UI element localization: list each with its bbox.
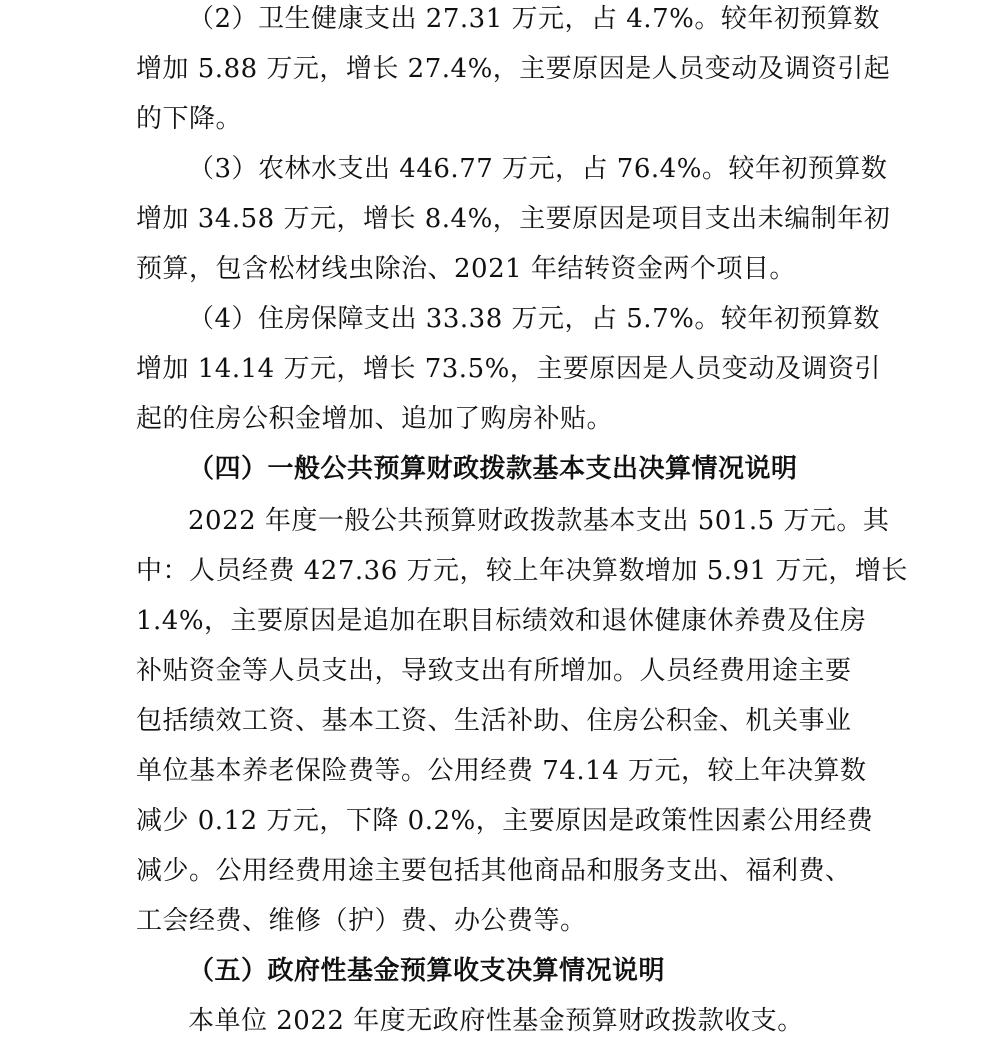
agriculture-line-3: 预算，包含松材线虫除治、2021 年结转资金两个项目。 bbox=[136, 254, 796, 284]
housing-line-3: 起的住房公积金增加、追加了购房补贴。 bbox=[136, 404, 614, 434]
agriculture-line-2: 增加 34.58 万元，增长 8.4%，主要原因是项目支出未编制年初 bbox=[136, 204, 891, 234]
basic-line-2: 中：人员经费 427.36 万元，较上年决算数增加 5.91 万元，增长 bbox=[136, 556, 908, 586]
health-line-3: 的下降。 bbox=[136, 104, 243, 134]
basic-line-3: 1.4%，主要原因是追加在职目标绩效和退休健康休养费及住房 bbox=[136, 606, 867, 636]
basic-line-7: 减少 0.12 万元，下降 0.2%，主要原因是政策性因素公用经费 bbox=[136, 806, 874, 836]
basic-line-1: 2022 年度一般公共预算财政拨款基本支出 501.5 万元。其 bbox=[188, 506, 890, 536]
health-line-1: （2）卫生健康支出 27.31 万元，占 4.7%。较年初预算数 bbox=[188, 4, 880, 34]
section-heading-4: （四）一般公共预算财政拨款基本支出决算情况说明 bbox=[188, 454, 798, 484]
health-line-2: 增加 5.88 万元，增长 27.4%，主要原因是人员变动及调资引起 bbox=[136, 54, 891, 84]
basic-line-5: 包括绩效工资、基本工资、生活补助、住房公积金、机关事业 bbox=[136, 706, 852, 736]
fund-line-1: 本单位 2022 年度无政府性基金预算财政拨款收支。 bbox=[188, 1006, 804, 1036]
basic-line-4: 补贴资金等人员支出，导致支出有所增加。人员经费用途主要 bbox=[136, 656, 852, 686]
basic-line-9: 工会经费、维修（护）费、办公费等。 bbox=[136, 906, 587, 936]
housing-line-1: （4）住房保障支出 33.38 万元，占 5.7%。较年初预算数 bbox=[188, 304, 880, 334]
agriculture-line-1: （3）农林水支出 446.77 万元，占 76.4%。较年初预算数 bbox=[188, 154, 888, 184]
housing-line-2: 增加 14.14 万元，增长 73.5%，主要原因是人员变动及调资引 bbox=[136, 354, 881, 384]
basic-line-8: 减少。公用经费用途主要包括其他商品和服务支出、福利费、 bbox=[136, 856, 852, 886]
section-heading-5: （五）政府性基金预算收支决算情况说明 bbox=[188, 956, 666, 986]
basic-line-6: 单位基本养老保险费等。公用经费 74.14 万元，较上年决算数 bbox=[136, 756, 867, 786]
